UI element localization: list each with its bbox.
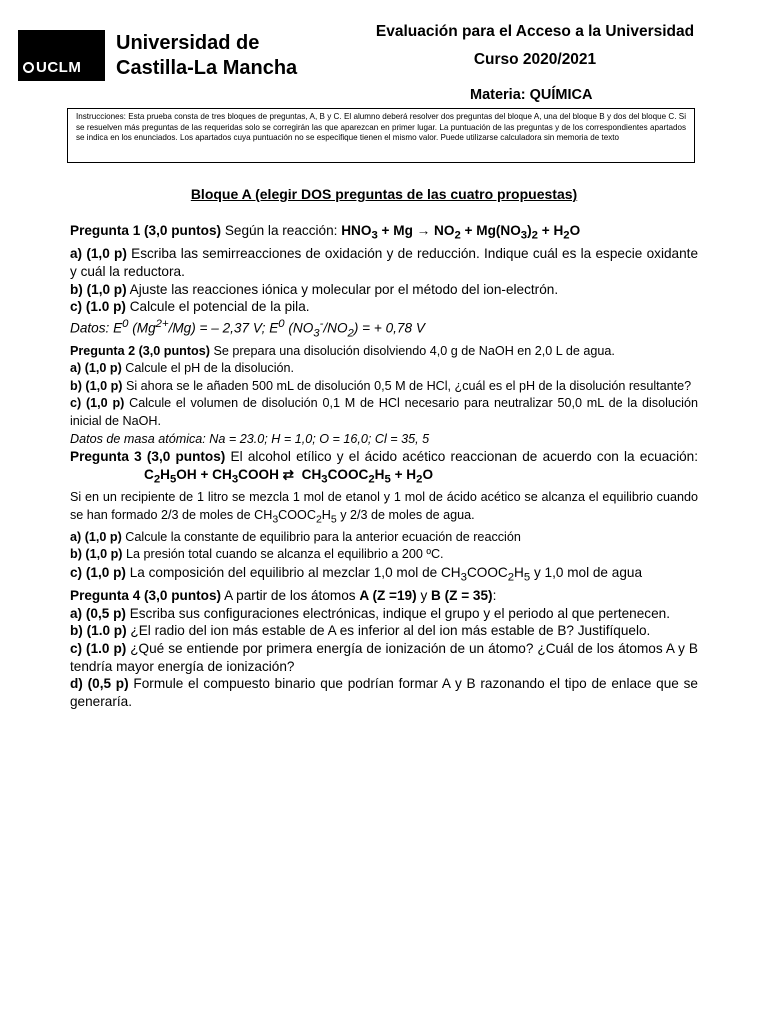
question-3-title: Pregunta 3 (3,0 puntos) — [70, 449, 226, 465]
question-4-part-d: d) (0,5 p) Formule el compuesto binario que podrían formar A y B razonando el tipo de enlace que se generaría. — [70, 676, 698, 709]
question-2-part-b: b) (1,0 p) Si ahora se le añaden 500 mL de disolución 0,5 M de HCl, ¿cuál es el pH de la disolución resultante? — [70, 378, 692, 393]
block-title: Bloque A (elegir DOS preguntas de las cuatro propuestas) — [190, 186, 578, 202]
question-2-intro: Se prepara una disolución disolviendo 4,0 g de NaOH en 2,0 L de agua. — [213, 343, 615, 358]
question-2-part-c: c) (1,0 p) Calcule el volumen de disolución 0,1 M de HCl necesario para neutralizar 50,0 mL de la disolución inicial de NaOH. — [70, 396, 698, 428]
exam-title: Evaluación para el Acceso a la Universidad — [375, 23, 695, 40]
question-3-part-a: a) (1,0 p) Calcule la constante de equilibrio para la anterior ecuación de reacción — [70, 529, 521, 544]
question-1-title: Pregunta 1 (3,0 puntos) — [70, 223, 222, 238]
question-1-header — [70, 222, 698, 245]
subject-label: Materia: QUÍMICA — [470, 87, 593, 103]
university-name — [116, 31, 297, 81]
question-3-equation: $C_2H_5OH$ + $CH_3COOH$ ⇄ $CH_3COOC_2H_5 + H_2O$ — [144, 466, 434, 486]
question-4-header: Pregunta 4 (3,0 puntos) A partir de los átomos A (Z =19) y B (Z = 35): — [70, 588, 497, 604]
university-line-2: Castilla-La Mancha — [116, 57, 298, 79]
question-4-atom-a: A (Z =19) — [359, 588, 417, 604]
question-4-atom-b: B (Z = 35) — [431, 588, 493, 604]
question-4-part-c: c) (1.0 p) ¿Qué se entiende por primera energía de ionización de un átomo? ¿Cuál de los átomos A y B tendría mayor energía de ionización? — [70, 640, 698, 674]
question-1-part-a: a) (1,0 p) Escriba las semirreacciones de oxidación y de reducción. Indique cuál es la especie oxidante y cuál la reductora. — [70, 246, 699, 279]
question-3-context: Si en un recipiente de 1 litro se mezcla 1 mol de etanol y 1 mol de ácido acético se alcanza el equilibrio cuando se han formado 2/3 de moles de $CH_3COOC_2H_5$ y 2/3 de moles de agua. — [70, 490, 698, 526]
question-4-title: Pregunta 4 (3,0 puntos) — [70, 588, 222, 604]
questions — [70, 222, 698, 710]
question-1-part-c: c) (1.0 p) Calcule el potencial de la pila. — [70, 299, 310, 315]
course-label: Curso 2020/2021 — [473, 51, 597, 68]
question-2-part-a: a) (1,0 p) Calcule el pH de la disolución. — [70, 361, 295, 376]
question-3-part-c: c) (1,0 p) La composición del equilibrio al mezclar 1,0 mol de $CH_3COOC_2H_5$ y 1,0 mol de agua — [70, 564, 643, 584]
question-4-conj: y — [420, 588, 428, 604]
question-1-intro: Según la reacción: — [224, 223, 338, 238]
question-3-part-b: b) (1,0 p) La presión total cuando se alcanza el equilibrio a 200 ºC. — [70, 547, 444, 562]
uclm-logo — [18, 30, 105, 81]
question-1-data: Datos: $E^0$ $(Mg^{2+}/Mg)$ = – 2,37 V; $E^0$ $(NO_3^-/NO_2)$ = + 0,78 V — [70, 317, 425, 339]
question-4-part-a: a) (0,5 p) Escriba sus configuraciones electrónicas, indique el grupo y el periodo al que pertenecen. — [70, 605, 670, 621]
question-4-intro: A partir de los átomos — [224, 588, 356, 604]
uclm-emblem-icon — [23, 62, 34, 73]
question-2-title: Pregunta 2 (3,0 puntos) — [70, 343, 210, 358]
question-1-part-b: b) (1,0 p) Ajuste las reacciones iónica y molecular por el método del ion-electrón. — [70, 281, 559, 297]
question-1-reaction: $HNO_3 + Mg \to NO_2 + Mg(NO_3)_2 + H_2O$ — [341, 223, 581, 242]
question-3-header — [70, 448, 698, 489]
question-3-intro: El alcohol etílico y el ácido acético reaccionan de acuerdo con la ecuación: — [230, 449, 698, 465]
question-2-data: Datos de masa atómica: Na = 23.0; H = 1,0; O = 16,0; Cl = 35, 5 — [70, 431, 430, 446]
instructions-box: Instrucciones: Esta prueba consta de tres bloques de preguntas, A, B y C. El alumno deberá resolver dos preguntas del bloque A, una del bloque B y dos del bloque C. Si se resuelven más preguntas de las requeridas solo se corregirán las que aparezcan en primer lugar. La puntuación de las preguntas y de los correspondientes apartados se indica en los enunciados. Los apartados cuya puntuación no se especifique tienen el mismo valor. Puede utilizarse calculadora sin memoria de texto — [67, 108, 695, 163]
question-4-part-b: b) (1.0 p) ¿El radio del ion más estable de A es inferior al del ion más estable de B? Justifíquelo. — [70, 623, 651, 639]
question-2-header — [70, 343, 698, 361]
logo-text: UCLM — [36, 59, 82, 76]
university-line-1: Universidad de — [116, 32, 260, 54]
